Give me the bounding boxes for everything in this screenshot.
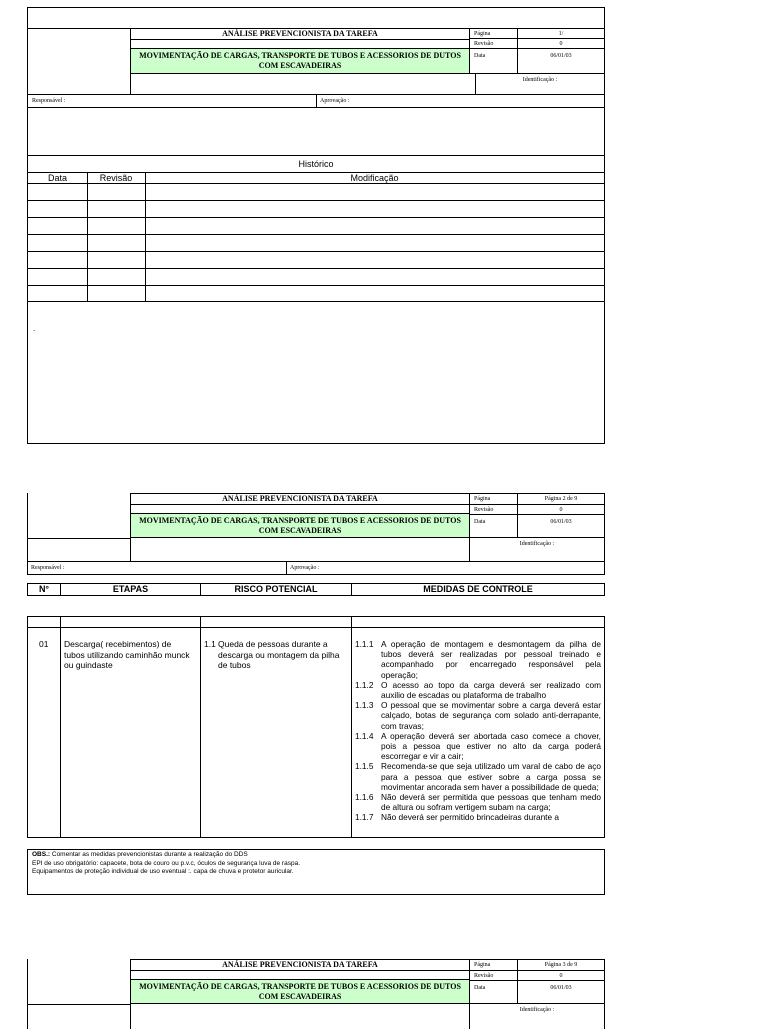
header-mid-lower — [131, 1004, 470, 1029]
risk-table-header — [27, 583, 605, 596]
revisao-label: Revisão — [470, 971, 518, 981]
header-left-cell — [28, 493, 131, 538]
pagina-value: Página 3 de 9 — [518, 959, 604, 971]
medida-text: A operação deverá ser abortada caso comece a chover, pois a pessoa que estiver no alto da carga poderá escorregar e vir a cair; — [381, 730, 601, 762]
revisao-value: 0 — [518, 505, 604, 515]
medida-text: Não deverá ser permitido brincadeiras durante a — [381, 812, 560, 823]
aprovacao-label: Aprovação : — [290, 565, 320, 571]
document-subtitle: MOVIMENTAÇÃO DE CARGAS, TRANSPORTE DE TUBOS E ACESSORIOS DE DUTOS COM ESCAVADEIRAS — [131, 49, 470, 74]
header-mid-lower — [131, 538, 470, 562]
col-etapas: ETAPAS — [60, 584, 200, 595]
responsavel-label: Responsável : — [31, 565, 65, 571]
row-etapa: Descarga( recebimentos) de tubos utilizando caminhão munck ou guindaste — [64, 639, 190, 670]
medida-item — [355, 812, 601, 822]
blank-row — [131, 40, 470, 49]
medida-item — [355, 761, 601, 792]
hist-line — [28, 183, 604, 184]
header-mid-lower — [131, 74, 476, 95]
blank-row — [131, 505, 470, 514]
header-left-lower — [28, 74, 131, 95]
identificacao-label: Identificação : — [470, 538, 604, 562]
header-left-cell — [28, 959, 131, 1004]
risk-table — [27, 616, 605, 838]
pagina-value: 1/ — [518, 29, 604, 39]
medida-item — [355, 639, 601, 680]
medida-text: Recomenda-se que seja utilizado um varal de cabo de aço para a pessoa que estiver sobre a carga possa se movimentar ancorada sem haver a possibilidade de queda; — [381, 761, 601, 792]
revisao-label: Revisão — [470, 39, 518, 49]
header-top-band — [28, 8, 604, 29]
hist-line — [28, 268, 604, 269]
header-left-lower — [28, 538, 131, 562]
medida-item — [355, 700, 601, 731]
page-3-header — [27, 959, 605, 1029]
document-title: ANÁLISE PREVENCIONISTA DA TAREFA — [131, 493, 470, 505]
historico-note: . — [33, 324, 36, 333]
col-numero: N° — [38, 584, 50, 594]
identificacao-label: Identificação : — [476, 74, 604, 95]
col-medidas: MEDIDAS DE CONTROLE — [351, 584, 604, 595]
historico-title: Histórico — [28, 155, 604, 173]
hist-col-data: Data — [47, 173, 67, 183]
page-1 — [27, 7, 605, 444]
medida-num: 1.1.6 — [355, 792, 374, 803]
medida-item — [355, 792, 601, 812]
data-label: Data — [470, 515, 518, 538]
hist-col-revisao: Revisão — [99, 173, 133, 183]
hist-line — [28, 285, 604, 286]
medida-text: O pessoal que se movimentar sobre a carga deverá estar calçado, botas de segurança com solado anti-derrapante, com travas; — [381, 700, 601, 731]
hist-col-modificacao: Modificação — [350, 173, 399, 183]
hist-line — [28, 217, 604, 218]
aprovacao-label: Aprovação : — [320, 98, 350, 104]
row-risco: Queda de pessoas durante a descarga ou montagem da pilha de tubos — [218, 639, 340, 670]
data-value: 06/01/03 — [518, 981, 604, 1004]
hist-line — [28, 200, 604, 201]
aprov-divider — [316, 95, 317, 108]
data-label: Data — [470, 981, 518, 1004]
obs-text-1: Comentar as medidas prevencionistas durante a realização do DDS — [51, 851, 248, 858]
medida-item — [355, 731, 601, 762]
data-value: 06/01/03 — [518, 49, 604, 74]
risk-vline — [60, 617, 61, 837]
obs-line-3: Equipamentos de proteção individual de uso eventual :. capa de chuva e protetor auricular. — [32, 868, 294, 875]
hist-line — [28, 251, 604, 252]
obs-box — [27, 849, 605, 895]
risk-spacer-row — [28, 617, 604, 628]
obs-label: OBS.: — [32, 851, 51, 858]
medida-num: 1.1.1 — [355, 639, 374, 649]
responsavel-label: Responsável : — [28, 95, 604, 108]
medida-text: A operação de montagem e desmontagem da pilha de tubos deverá ser realizadas por pessoal treinado e acompanhado por encarregado responsável pela operação; — [381, 639, 601, 680]
aprov-divider — [286, 562, 287, 574]
header-left-cell — [28, 29, 131, 74]
medida-num: 1.1.3 — [355, 700, 374, 711]
blank-row — [131, 971, 470, 980]
hist-vline — [145, 173, 146, 301]
medida-item — [355, 680, 601, 700]
pagina-label: Página — [470, 493, 518, 505]
medida-num: 1.1.4 — [355, 730, 374, 741]
header-left-lower — [28, 1004, 131, 1029]
medida-text: O acesso ao topo da carga deverá ser realizado com auxilio de escadas ou plataforma de trabalho — [381, 679, 601, 701]
obs-line-2: EPI de uso obrigatório: capacete, bota de couro ou p.v.c, óculos de segurança luva de raspa. — [32, 859, 300, 867]
pagina-value: Página 2 de 9 — [518, 493, 604, 505]
hist-vline — [87, 173, 88, 301]
page-2-header — [27, 493, 605, 575]
medida-num: 1.1.7 — [355, 812, 374, 823]
row-numero: 01 — [39, 639, 49, 649]
revisao-label: Revisão — [470, 505, 518, 515]
revisao-value: 0 — [518, 971, 604, 981]
pagina-label: Página — [470, 959, 518, 971]
risk-vline — [351, 617, 352, 837]
medidas-list — [355, 639, 601, 837]
document-subtitle: MOVIMENTAÇÃO DE CARGAS, TRANSPORTE DE TUBOS E ACESSORIOS DE DUTOS COM ESCAVADEIRAS — [131, 514, 470, 538]
revisao-value: 0 — [518, 39, 604, 49]
obs-line-1 — [32, 851, 600, 860]
medida-num: 1.1.5 — [355, 761, 374, 772]
risk-vline — [200, 617, 201, 837]
col-risco: RISCO POTENCIAL — [200, 584, 351, 595]
document-title: ANÁLISE PREVENCIONISTA DA TAREFA — [131, 959, 470, 971]
document-title: ANÁLISE PREVENCIONISTA DA TAREFA — [131, 29, 470, 40]
hist-line — [28, 301, 604, 302]
data-label: Data — [470, 49, 518, 74]
document-subtitle: MOVIMENTAÇÃO DE CARGAS, TRANSPORTE DE TUBOS E ACESSORIOS DE DUTOS COM ESCAVADEIRAS — [131, 980, 470, 1004]
identificacao-label: Identificação : — [519, 1007, 555, 1013]
medida-text: Não deverá ser permitida que pessoas que tenham medo de altura ou sofram vertigem subam na carga; — [381, 792, 601, 813]
data-value: 06/01/03 — [518, 515, 604, 538]
medida-num: 1.1.2 — [355, 679, 374, 690]
hist-line — [28, 234, 604, 235]
pagina-label: Página — [470, 29, 518, 39]
row-risco-num: 1.1 — [204, 639, 216, 649]
